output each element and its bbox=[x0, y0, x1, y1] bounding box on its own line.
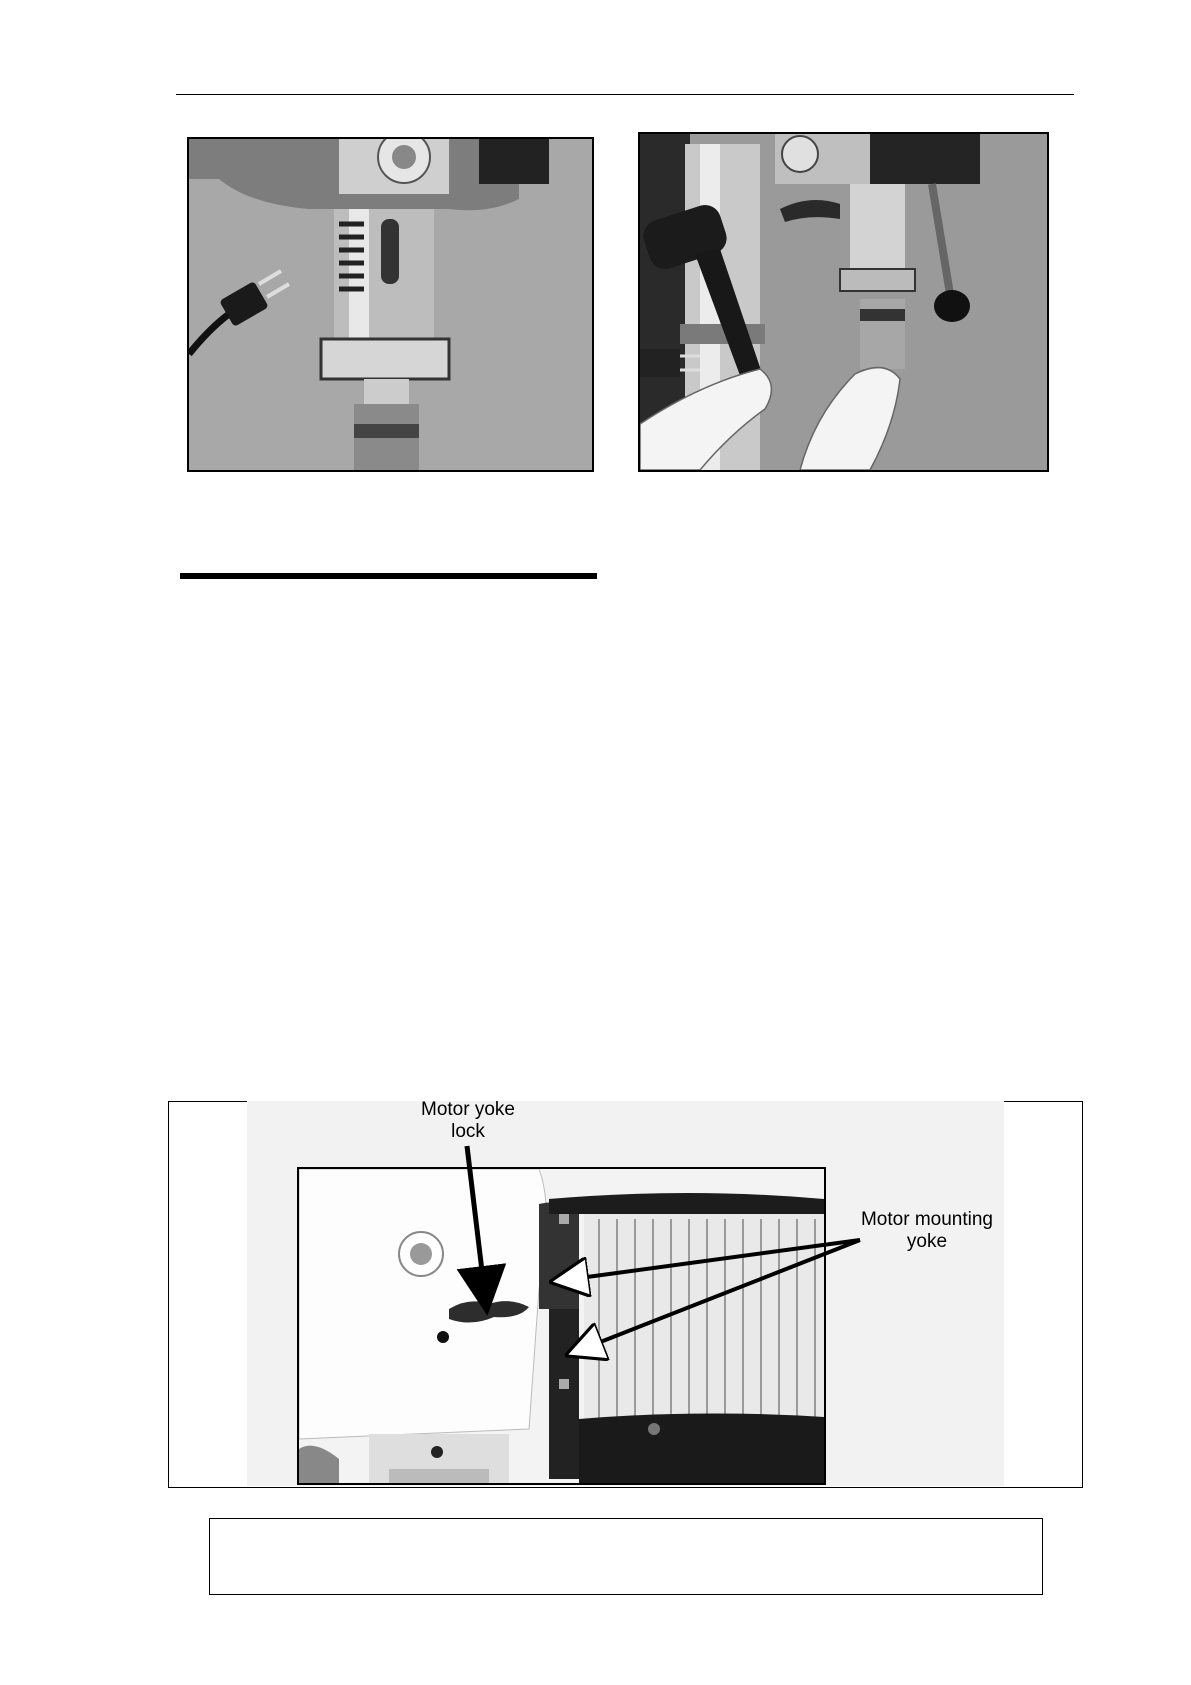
caption-box bbox=[209, 1518, 1043, 1595]
header-rule bbox=[176, 94, 1074, 95]
callout-yoke-line1: Motor mounting bbox=[860, 1209, 993, 1230]
motor-yoke-image bbox=[299, 1169, 824, 1483]
spindle-image bbox=[189, 139, 592, 470]
section-heading-rule bbox=[180, 573, 597, 579]
callout-lock-line1: Motor yoke bbox=[421, 1099, 515, 1120]
chuck-removal-photo bbox=[638, 132, 1049, 472]
motor-yoke-photo bbox=[297, 1167, 826, 1485]
chuck-removal-image bbox=[640, 134, 1047, 470]
spindle-photo bbox=[187, 137, 594, 472]
callout-lock-line2: lock bbox=[451, 1121, 485, 1142]
motor-yoke-lock-callout bbox=[398, 1099, 538, 1143]
motor-mounting-yoke-callout bbox=[842, 1209, 1012, 1253]
callout-yoke-line2: yoke bbox=[906, 1231, 948, 1252]
